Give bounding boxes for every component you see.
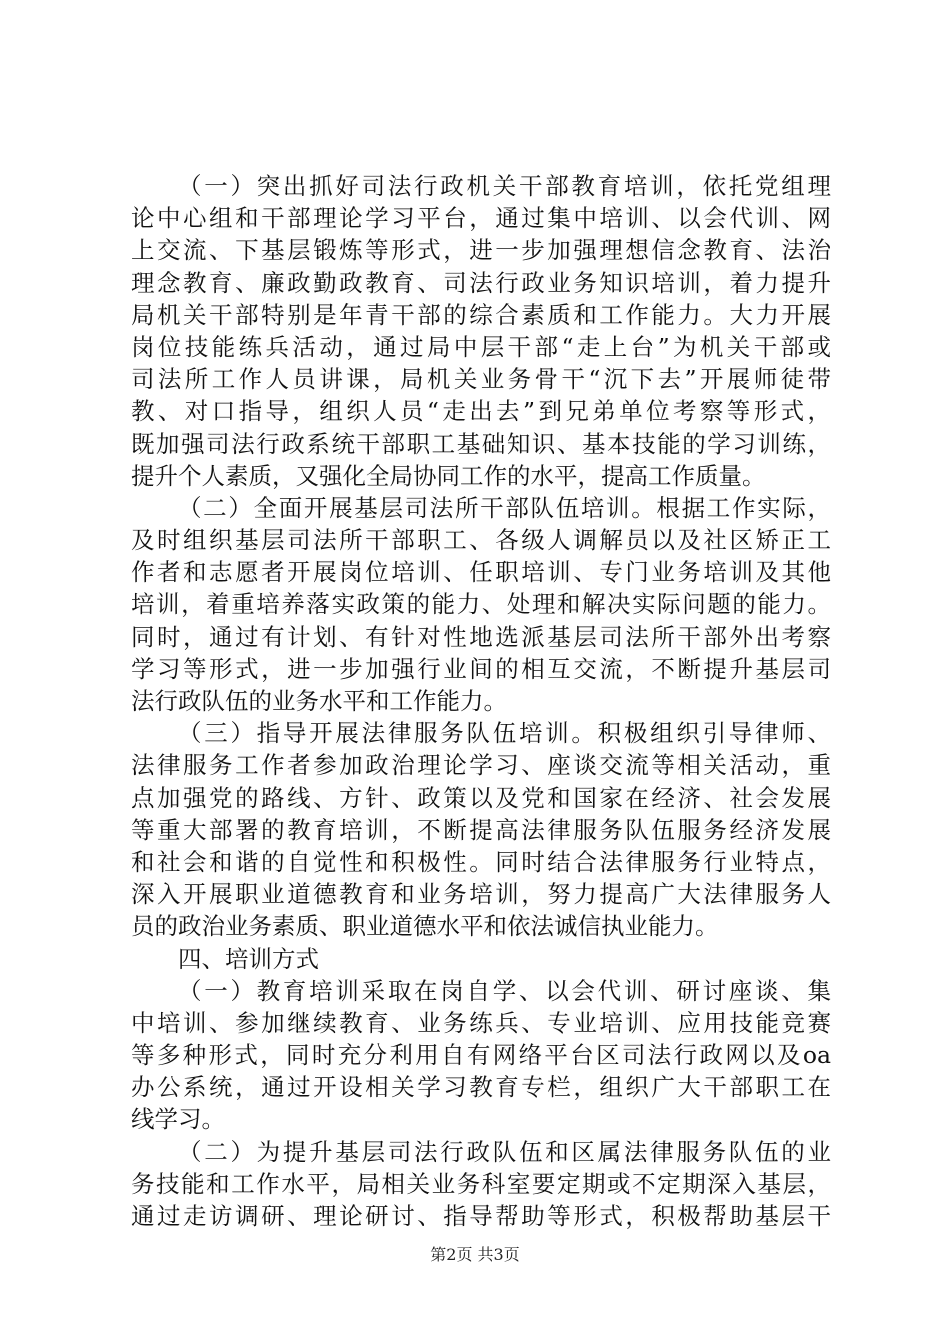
paragraph-2 xyxy=(131,492,831,717)
text-line: （二）为提升基层司法行政队伍和区属法律服务队伍的业 xyxy=(178,1137,831,1166)
text-line: 法律服务工作者参加政治理论学习、座谈交流等相关活动，重 xyxy=(131,751,831,780)
paragraph-4 xyxy=(131,975,831,1136)
text-line: 中培训、参加继续教育、业务练兵、专业培训、应用技能竞赛 xyxy=(131,1008,831,1037)
text-line: 点加强党的路线、方针、政策以及党和国家在经济、社会发展 xyxy=(131,783,831,812)
text-line: 等多种形式，同时充分利用自有网络平台区司法行政网以及oa xyxy=(131,1041,831,1070)
text-line: （一）突出抓好司法行政机关干部教育培训，依托党组理 xyxy=(178,172,831,200)
text-line: 同时，通过有计划、有针对性地选派基层司法所干部外出考察 xyxy=(131,622,831,651)
text-line: 办公系统，通过开设相关学习教育专栏，组织广大干部职工在 xyxy=(131,1073,831,1102)
document-body xyxy=(131,170,831,1232)
text-line: 既加强司法行政系统干部职工基础知识、基本技能的学习训练， xyxy=(131,429,831,458)
text-line: （一）教育培训采取在岗自学、以会代训、研讨座谈、集 xyxy=(178,976,831,1005)
text-line: 深入开展职业道德教育和业务培训，努力提高广大法律服务人 xyxy=(131,880,831,909)
paragraph-5 xyxy=(131,1136,831,1233)
paragraph-1 xyxy=(131,170,831,492)
text-line: 理念教育、廉政勤政教育、司法行政业务知识培训，着力提升 xyxy=(131,268,831,297)
text-line: 论中心组和干部理论学习平台，通过集中培训、以会代训、网 xyxy=(131,204,831,233)
text-line: （二）全面开展基层司法所干部队伍培训。根据工作实际， xyxy=(178,493,831,522)
text-line: 岗位技能练兵活动，通过局中层干部“走上台”为机关干部或 xyxy=(131,332,831,361)
text-line: 提升个人素质，又强化全局协同工作的水平，提高工作质量。 xyxy=(131,461,766,490)
section-heading xyxy=(131,943,831,975)
text-line: 上交流、下基层锻炼等形式，进一步加强理想信念教育、法治 xyxy=(131,236,831,265)
text-line: 培训，着重培养落实政策的能力、处理和解决实际问题的能力。 xyxy=(131,590,831,619)
paragraph-3 xyxy=(131,717,831,942)
text-line: 局机关干部特别是年青干部的综合素质和工作能力。大力开展 xyxy=(131,300,831,329)
text-line: 教、对口指导，组织人员“走出去”到兄弟单位考察等形式， xyxy=(131,397,831,426)
text-line: 学习等形式，进一步加强行业间的相互交流，不断提升基层司 xyxy=(131,654,831,683)
text-line: 通过走访调研、理论研讨、指导帮助等形式，积极帮助基层干 xyxy=(131,1202,831,1230)
text-line: 司法所工作人员讲课，局机关业务骨干“沉下去”开展师徒带 xyxy=(131,365,831,394)
text-line: 和社会和谐的自觉性和积极性。同时结合法律服务行业特点， xyxy=(131,847,831,876)
text-line: 及时组织基层司法所干部职工、各级人调解员以及社区矫正工 xyxy=(131,526,831,555)
text-line: 员的政治业务素质、职业道德水平和依法诚信执业能力。 xyxy=(131,912,719,941)
text-line: 务技能和工作水平，局相关业务科室要定期或不定期深入基层， xyxy=(131,1169,831,1198)
text-line: 等重大部署的教育培训，不断提高法律服务队伍服务经济发展 xyxy=(131,815,831,844)
text-line: （三）指导开展法律服务队伍培训。积极组织引导律师、 xyxy=(178,719,831,748)
text-line: 法行政队伍的业务水平和工作能力。 xyxy=(131,687,507,715)
page-footer: 第2页 共3页 xyxy=(430,1245,520,1264)
text-line: 线学习。 xyxy=(131,1105,225,1134)
heading-text: 四、培训方式 xyxy=(178,944,319,973)
text-line: 作者和志愿者开展岗位培训、任职培训、专门业务培训及其他 xyxy=(131,558,831,587)
